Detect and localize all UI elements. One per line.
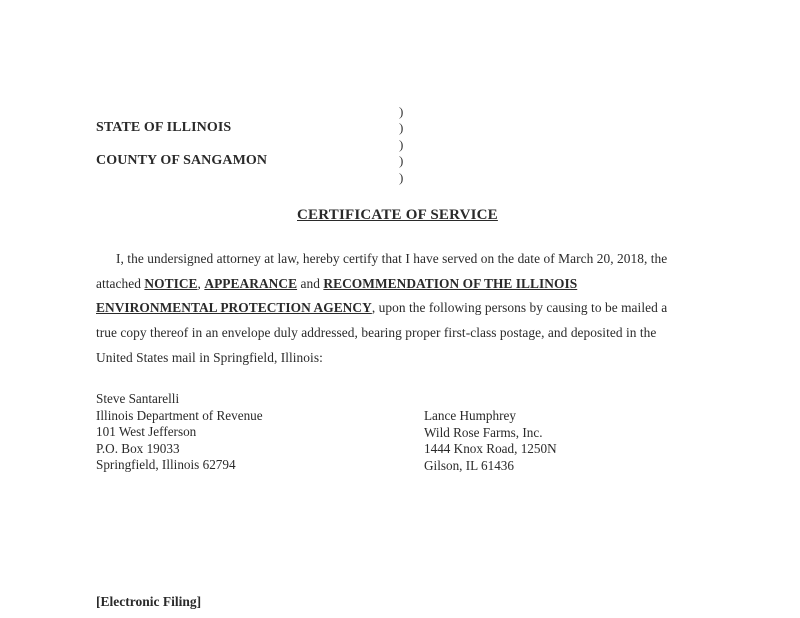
state-caption: STATE OF ILLINOIS	[96, 120, 232, 135]
body-line-2	[96, 276, 577, 292]
recipient-street: 101 West Jefferson	[96, 424, 197, 439]
recommendation-link: RECOMMENDATION OF THE ILLINOIS	[323, 276, 578, 291]
recipient-street: 1444 Knox Road, 1250N	[424, 441, 557, 456]
county-caption: COUNTY OF SANGAMON	[96, 153, 268, 168]
electronic-filing-stamp: [Electronic Filing]	[96, 594, 202, 609]
recipient-org: Wild Rose Farms, Inc.	[424, 424, 543, 440]
appearance-link: APPEARANCE	[204, 276, 298, 291]
body-line-3	[96, 300, 667, 316]
notice-link: NOTICE	[144, 276, 198, 291]
recipient-name: Lance Humphrey	[424, 408, 516, 423]
caption-paren: )	[399, 104, 404, 119]
caption-paren: )	[399, 170, 404, 185]
recommendation-link-cont: ENVIRONMENTAL PROTECTION AGENCY	[96, 300, 372, 315]
recipient-right	[424, 408, 557, 474]
caption-paren: )	[399, 120, 404, 135]
body-line-4: true copy thereof in an envelope duly addressed, bearing proper first-class postage, and deposited in the	[96, 325, 657, 340]
recipient-city: Gilson, IL 61436	[424, 457, 514, 473]
body-text: attached	[96, 276, 145, 291]
caption-paren: )	[399, 153, 404, 168]
recipient-pobox: P.O. Box 19033	[96, 440, 180, 456]
caption-paren: )	[399, 137, 404, 152]
recipient-org: Illinois Department of Revenue	[96, 407, 263, 423]
body-text: ,	[197, 276, 205, 291]
body-text: and	[297, 276, 324, 291]
recipient-city: Springfield, Illinois 62794	[96, 457, 236, 472]
body-line-1: I, the undersigned attorney at law, hereby certify that I have served on the date of March 20, 2018, the	[116, 251, 668, 266]
body-line-5: United States mail in Springfield, Illinois:	[96, 350, 323, 365]
recipient-left	[96, 391, 263, 474]
recipient-name: Steve Santarelli	[96, 391, 180, 406]
body-text: , upon the following persons by causing to be mailed a	[371, 300, 668, 315]
document-title: CERTIFICATE OF SERVICE	[297, 207, 498, 223]
